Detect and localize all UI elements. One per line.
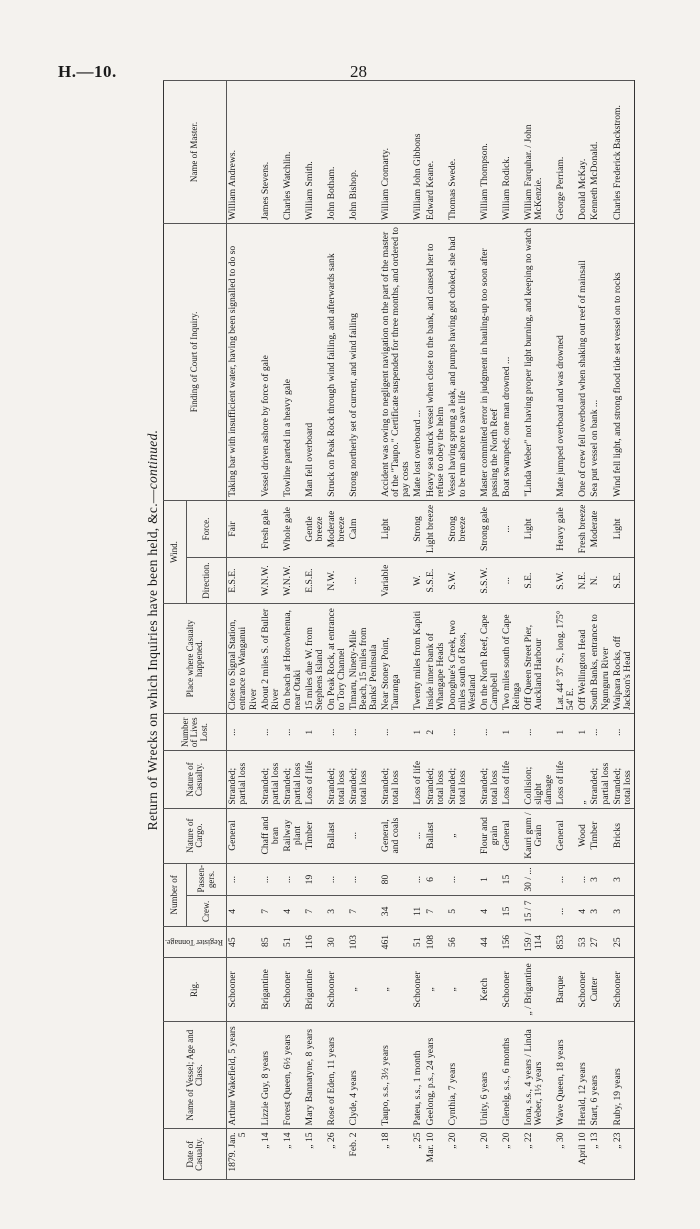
col-passengers: Passen-gers. (186, 863, 226, 896)
cell-date: „ 20 (501, 1129, 523, 1180)
cell-passengers: ... (348, 863, 380, 896)
cell-wind-force: Strong gale (479, 500, 501, 557)
cell-casualty: Stranded; total loss (326, 751, 348, 808)
col-casualty: Nature of Casualty. (164, 751, 227, 808)
table-title-main: Return of Wrecks on which Inquiries have been held, &c.— (145, 489, 160, 831)
table-row (479, 81, 501, 1180)
cell-place: 15 miles due W. from Stephens Island (304, 604, 326, 714)
cell-place: Timaru, Ninety-Mile Beach, 15 miles from Banks' Peninsula (348, 604, 380, 714)
rotated-table-page (145, 80, 700, 1180)
table-title-continued: continued. (145, 429, 160, 490)
cell-cargo: Timber (589, 808, 611, 863)
cell-wind-direction: S.S.E. (425, 558, 447, 604)
cell-vessel: Arthur Wakefield, 5 years (227, 1021, 260, 1129)
cell-lives: ... (612, 714, 635, 751)
cell-casualty: Stranded; partial loss (260, 751, 282, 808)
cell-master: Kenneth McDonald. (589, 81, 611, 224)
cell-passengers: ... (227, 863, 260, 896)
cell-wind-force: Whole gale (282, 500, 304, 557)
table-row (447, 81, 479, 1180)
cell-crew: 5 (447, 896, 479, 927)
cell-cargo: General (555, 808, 577, 863)
cell-wind-force: Calm (348, 500, 380, 557)
cell-master: Donald McKay. (577, 81, 589, 224)
cell-vessel: Wave Queen, 18 years (555, 1021, 577, 1129)
col-wind-force: Force. (186, 500, 226, 557)
cell-crew: 4 (227, 896, 260, 927)
cell-cargo: ... (348, 808, 380, 863)
cell-place: South Banks, entrance to Ngunguru River (589, 604, 611, 714)
cell-tonnage: 25 (612, 927, 635, 958)
cell-crew: 3 (326, 896, 348, 927)
cell-rig: „ / Brigantine (523, 958, 555, 1022)
cell-tonnage: 853 (555, 927, 577, 958)
cell-lives: ... (523, 714, 555, 751)
cell-passengers: ... (260, 863, 282, 896)
page-series-code: H.—10. (58, 62, 117, 81)
col-vessel: Name of Vessel; Age and Class. (164, 1021, 227, 1129)
cell-date: „ 22 (523, 1129, 555, 1180)
cell-crew: 15 / 7 (523, 896, 555, 927)
cell-place: Close to Signal Station, entrance to Wanganui River (227, 604, 260, 714)
cell-wind-direction: ... (348, 558, 380, 604)
cell-vessel: Unity, 6 years (479, 1021, 501, 1129)
cell-wind-force: Light (523, 500, 555, 557)
col-cargo: Nature of Cargo. (164, 808, 227, 863)
cell-date: „ 30 (555, 1129, 577, 1180)
cell-tonnage: 44 (479, 927, 501, 958)
cell-wind-direction: Variable (380, 558, 412, 604)
cell-wind-direction: W. (412, 558, 424, 604)
cell-lives: ... (479, 714, 501, 751)
table-body (227, 81, 634, 1180)
cell-finding: Accident was owing to negligent navigation on the part of the master of the "Taupo." Certificate suspended for three months, and ordered to pay costs (380, 223, 412, 500)
cell-wind-force: Fresh breeze (577, 500, 589, 557)
cell-master: William Thompson. (479, 81, 501, 224)
cell-vessel: Herald, 12 years (577, 1021, 589, 1129)
cell-master: William Andrews. (227, 81, 260, 224)
cell-wind-force: ... (501, 500, 523, 557)
cell-place: About 2 miles S. of Buller River (260, 604, 282, 714)
table-row (260, 81, 282, 1180)
cell-passengers: ... (326, 863, 348, 896)
table-row (589, 81, 611, 1180)
cell-finding: "Linda Weber" not having proper light burning, and keeping no watch (523, 223, 555, 500)
cell-passengers: ... (447, 863, 479, 896)
cell-cargo: Flour and grain (479, 808, 501, 863)
cell-wind-direction: S.S.W. (479, 558, 501, 604)
cell-crew: 15 (501, 896, 523, 927)
cell-place: On the North Reef, Cape Campbell (479, 604, 501, 714)
cell-wind-force: Heavy gale (555, 500, 577, 557)
cell-tonnage: 116 (304, 927, 326, 958)
cell-cargo: General (227, 808, 260, 863)
cell-finding: Strong northerly set of current, and wind failing (348, 223, 380, 500)
cell-casualty: Collision; slight damage (523, 751, 555, 808)
cell-lives: 1 (555, 714, 577, 751)
cell-place: Off Wellington Head (577, 604, 589, 714)
cell-wind-direction: S.E. (523, 558, 555, 604)
cell-wind-direction: N.W. (326, 558, 348, 604)
cell-tonnage: 103 (348, 927, 380, 958)
cell-tonnage: 159 / 114 (523, 927, 555, 958)
cell-cargo: Kauri gum / Grain (523, 808, 555, 863)
cell-lives: 1 (577, 714, 589, 751)
cell-lives: ... (227, 714, 260, 751)
cell-passengers: 30 / ... (523, 863, 555, 896)
cell-wind-force: Moderate breeze (326, 500, 348, 557)
cell-wind-force: Fresh gale (260, 500, 282, 557)
cell-tonnage: 461 (380, 927, 412, 958)
cell-finding: Vessel driven ashore by force of gale (260, 223, 282, 500)
col-wind-direction: Direction. (186, 558, 226, 604)
cell-finding: Struck on Peak Rock through wind failing, and afterwards sank (326, 223, 348, 500)
cell-wind-direction: E.S.E. (304, 558, 326, 604)
cell-rig: Schooner (282, 958, 304, 1022)
cell-cargo: Railway plant (282, 808, 304, 863)
cell-cargo: Ballast (425, 808, 447, 863)
cell-vessel: Ruby, 19 years (612, 1021, 635, 1129)
col-rig: Rig. (164, 958, 227, 1022)
table-row (348, 81, 380, 1180)
cell-rig: „ (348, 958, 380, 1022)
cell-cargo: „ (447, 808, 479, 863)
cell-finding: Man fell overboard (304, 223, 326, 500)
cell-lives: 1 (412, 714, 424, 751)
cell-crew: 7 (348, 896, 380, 927)
cell-master: John Bishop. (348, 81, 380, 224)
cell-casualty: Stranded; total loss (348, 751, 380, 808)
cell-rig: Schooner (326, 958, 348, 1022)
cell-finding: Towline parted in a heavy gale (282, 223, 304, 500)
header-row-1 (164, 81, 187, 1180)
table-row (523, 81, 555, 1180)
cell-place: Near Stoney Point, Tauranga (380, 604, 412, 714)
table-row (282, 81, 304, 1180)
cell-master: George Perriam. (555, 81, 577, 224)
cell-crew: 34 (380, 896, 412, 927)
cell-vessel: Start, 6 years (589, 1021, 611, 1129)
cell-rig: Ketch (479, 958, 501, 1022)
cell-lives: ... (380, 714, 412, 751)
cell-lives: 1 (304, 714, 326, 751)
cell-lives: 2 (425, 714, 447, 751)
cell-rig: Schooner (612, 958, 635, 1022)
cell-place: Twenty miles from Kapiti (412, 604, 424, 714)
cell-casualty: Loss of life (304, 751, 326, 808)
table-row (380, 81, 412, 1180)
cell-place: Off Queen Street Pier, Auckland Harbour (523, 604, 555, 714)
col-date: Date of Casualty. (164, 1129, 227, 1180)
col-place: Place where Casualty happened. (164, 604, 227, 714)
cell-wind-force: Strong (412, 500, 424, 557)
cell-rig: Schooner (501, 958, 523, 1022)
col-wind: Wind. (164, 500, 187, 603)
cell-wind-direction: E.S.E. (227, 558, 260, 604)
cell-date: Mar. 10 (425, 1129, 447, 1180)
cell-casualty: Stranded; total loss (479, 751, 501, 808)
cell-vessel: Mary Bannatyne, 8 years (304, 1021, 326, 1129)
cell-finding: Boat swamped; one man drowned ... (501, 223, 523, 500)
cell-passengers: 6 (425, 863, 447, 896)
col-finding: Finding of Court of Inquiry. (164, 223, 227, 500)
cell-crew: 4 (577, 896, 589, 927)
cell-passengers: 3 (612, 863, 635, 896)
cell-passengers: 80 (380, 863, 412, 896)
cell-master: William Cromarty. (380, 81, 412, 224)
table-row (425, 81, 447, 1180)
cell-lives: 1 (501, 714, 523, 751)
cell-place: Two miles south of Cape Reinga (501, 604, 523, 714)
cell-cargo: Ballast (326, 808, 348, 863)
cell-finding: Heavy sea struck vessel when close to the bank, and caused her to refuse to obey the helm (425, 223, 447, 500)
cell-finding: One of crew fell overboard when shaking out reef of mainsail (577, 223, 589, 500)
cell-crew: 3 (612, 896, 635, 927)
cell-tonnage: 51 (282, 927, 304, 958)
table-row (227, 81, 260, 1180)
cell-place: Lat. 44° 37' S., long. 175° 54' E. (555, 604, 577, 714)
cell-vessel: Geelong, p.s., 24 years (425, 1021, 447, 1129)
cell-rig: Barque (555, 958, 577, 1022)
cell-date: „ 20 (447, 1129, 479, 1180)
table-row (555, 81, 577, 1180)
cell-casualty: Stranded; partial loss (589, 751, 611, 808)
cell-casualty: „ (577, 751, 589, 808)
cell-wind-force: Light (612, 500, 635, 557)
cell-date: „ 25 (412, 1129, 424, 1180)
cell-vessel: Clyde, 4 years (348, 1021, 380, 1129)
cell-rig: Brigantine (260, 958, 282, 1022)
cell-rig: Cutter (589, 958, 611, 1022)
cell-casualty: Loss of life (555, 751, 577, 808)
cell-wind-force: Fair (227, 500, 260, 557)
cell-wind-force: Moderate (589, 500, 611, 557)
cell-vessel: Forest Queen, 6½ years (282, 1021, 304, 1129)
cell-vessel: Rose of Eden, 11 years (326, 1021, 348, 1129)
cell-wind-force: Light breeze (425, 500, 447, 557)
cell-tonnage: 53 (577, 927, 589, 958)
cell-finding: Taking bar with insufficient water, having been signalled to do so (227, 223, 260, 500)
cell-rig: Brigantine (304, 958, 326, 1022)
cell-tonnage: 85 (260, 927, 282, 958)
cell-place: Inside inner bank of Whangape Heads (425, 604, 447, 714)
table-row (304, 81, 326, 1180)
cell-master: Charles Watchlin. (282, 81, 304, 224)
cell-crew: ... (555, 896, 577, 927)
cell-casualty: Stranded; total loss (612, 751, 635, 808)
cell-crew: 3 (589, 896, 611, 927)
cell-tonnage: 45 (227, 927, 260, 958)
cell-casualty: Loss of life (501, 751, 523, 808)
cell-rig: Schooner (227, 958, 260, 1022)
page-number: 28 (350, 62, 367, 81)
cell-rig: „ (425, 958, 447, 1022)
cell-cargo: General, and coals (380, 808, 412, 863)
cell-passengers: ... (282, 863, 304, 896)
cell-finding: Mate jumped overboard and was drowned (555, 223, 577, 500)
cell-vessel: Lizzie Guy, 8 years (260, 1021, 282, 1129)
cell-casualty: Stranded; total loss (447, 751, 479, 808)
col-tonnage-label: Register Tonnage. (165, 938, 223, 948)
cell-date: „ 15 (304, 1129, 326, 1180)
cell-crew: 11 (412, 896, 424, 927)
col-lives: Number of Lives Lost. (164, 714, 227, 751)
cell-date: April 10 (577, 1129, 589, 1180)
cell-tonnage: 56 (447, 927, 479, 958)
cell-finding: Sea put vessel on bank ... (589, 223, 611, 500)
cell-date: „ 14 (282, 1129, 304, 1180)
cell-vessel: Taupo, s.s., 3½ years (380, 1021, 412, 1129)
cell-master: Edward Keane. (425, 81, 447, 224)
table-row (577, 81, 589, 1180)
cell-master: Charles Frederick Backstrom. (612, 81, 635, 224)
cell-tonnage: 108 (425, 927, 447, 958)
cell-cargo: Bricks (612, 808, 635, 863)
cell-lives: ... (326, 714, 348, 751)
cell-tonnage: 27 (589, 927, 611, 958)
cell-passengers: ... (555, 863, 577, 896)
cell-lives: ... (589, 714, 611, 751)
table-title (145, 80, 161, 1180)
cell-master: William John Gibbons (412, 81, 424, 224)
cell-date: „ 26 (326, 1129, 348, 1180)
col-number-of: Number of (164, 863, 187, 927)
cell-cargo: Chaff and bran (260, 808, 282, 863)
table-row (612, 81, 635, 1180)
col-master: Name of Master. (164, 81, 227, 224)
cell-rig: Schooner (412, 958, 424, 1022)
cell-master: Thomas Swede. (447, 81, 479, 224)
cell-lives: ... (348, 714, 380, 751)
cell-passengers: 15 (501, 863, 523, 896)
cell-rig: „ (447, 958, 479, 1022)
wrecks-table (163, 80, 635, 1180)
cell-wind-direction: N. (589, 558, 611, 604)
cell-date: „ 20 (479, 1129, 501, 1180)
cell-passengers: ... (577, 863, 589, 896)
cell-finding: Wind fell light, and strong flood tide set vessel on to rocks (612, 223, 635, 500)
cell-wind-direction: W.N.W. (282, 558, 304, 604)
cell-date: „ 23 (612, 1129, 635, 1180)
cell-rig: „ (380, 958, 412, 1022)
cell-casualty: Stranded; partial loss (282, 751, 304, 808)
cell-passengers: 1 (479, 863, 501, 896)
cell-wind-direction: S.W. (447, 558, 479, 604)
cell-casualty: Stranded; total loss (380, 751, 412, 808)
cell-crew: 4 (479, 896, 501, 927)
cell-wind-direction: ... (501, 558, 523, 604)
cell-casualty: Stranded; total loss (425, 751, 447, 808)
cell-wind-direction: N.E. (577, 558, 589, 604)
cell-passengers: ... (412, 863, 424, 896)
table-row (501, 81, 523, 1180)
cell-vessel: Pateu, s.s., 1 month (412, 1021, 424, 1129)
cell-passengers: 3 (589, 863, 611, 896)
col-tonnage (164, 927, 227, 958)
table-row (412, 81, 424, 1180)
cell-lives: ... (447, 714, 479, 751)
cell-place: Donoghue's Creek, two miles south of Ross, Westland (447, 604, 479, 714)
cell-master: John Botham. (326, 81, 348, 224)
cell-date: Feb. 2 (348, 1129, 380, 1180)
col-crew: Crew. (186, 896, 226, 927)
cell-date: „ 14 (260, 1129, 282, 1180)
cell-cargo: Timber (304, 808, 326, 863)
cell-date: „ 13 (589, 1129, 611, 1180)
cell-crew: 7 (425, 896, 447, 927)
cell-tonnage: 51 (412, 927, 424, 958)
cell-wind-direction: W.N.W. (260, 558, 282, 604)
cell-vessel: Cynthia, 7 years (447, 1021, 479, 1129)
cell-finding: Vessel having sprung a leak, and pumps having got choked, she had to be run ashore to save life (447, 223, 479, 500)
cell-master: William Smith. (304, 81, 326, 224)
cell-date: „ 18 (380, 1129, 412, 1180)
cell-finding: Master committed error in judgment in hauling-up too soon after passing the North Reef (479, 223, 501, 500)
cell-wind-force: Light (380, 500, 412, 557)
cell-date: 1879. Jan. 5 (227, 1129, 260, 1180)
cell-cargo: Wood (577, 808, 589, 863)
cell-master: William Farquhar. / John McKenzie. (523, 81, 555, 224)
cell-crew: 4 (282, 896, 304, 927)
cell-crew: 7 (304, 896, 326, 927)
cell-tonnage: 30 (326, 927, 348, 958)
cell-rig: Schooner (577, 958, 589, 1022)
cell-casualty: Stranded; partial loss (227, 751, 260, 808)
cell-place: Waipara Rocks, off Jackson's Head (612, 604, 635, 714)
cell-tonnage: 156 (501, 927, 523, 958)
cell-master: James Stevens. (260, 81, 282, 224)
table-row (326, 81, 348, 1180)
cell-cargo: ... (412, 808, 424, 863)
cell-crew: 7 (260, 896, 282, 927)
cell-wind-force: Strong breeze (447, 500, 479, 557)
cell-passengers: 19 (304, 863, 326, 896)
cell-lives: ... (260, 714, 282, 751)
cell-master: William Rodick. (501, 81, 523, 224)
cell-finding: Mate lost overboard ... (412, 223, 424, 500)
cell-vessel: Glenelg, s.s., 6 months (501, 1021, 523, 1129)
cell-lives: ... (282, 714, 304, 751)
cell-wind-direction: S.E. (612, 558, 635, 604)
cell-casualty: Loss of life (412, 751, 424, 808)
cell-cargo: General (501, 808, 523, 863)
cell-wind-direction: S.W. (555, 558, 577, 604)
cell-wind-force: Gentle breeze (304, 500, 326, 557)
cell-vessel: Iona, s.s., 4 years / Linda Weber, 1½ years (523, 1021, 555, 1129)
cell-place: On beach at Horowhenua, near Otaki (282, 604, 304, 714)
cell-place: On Peak Rock, at entrance to Tory Channel (326, 604, 348, 714)
